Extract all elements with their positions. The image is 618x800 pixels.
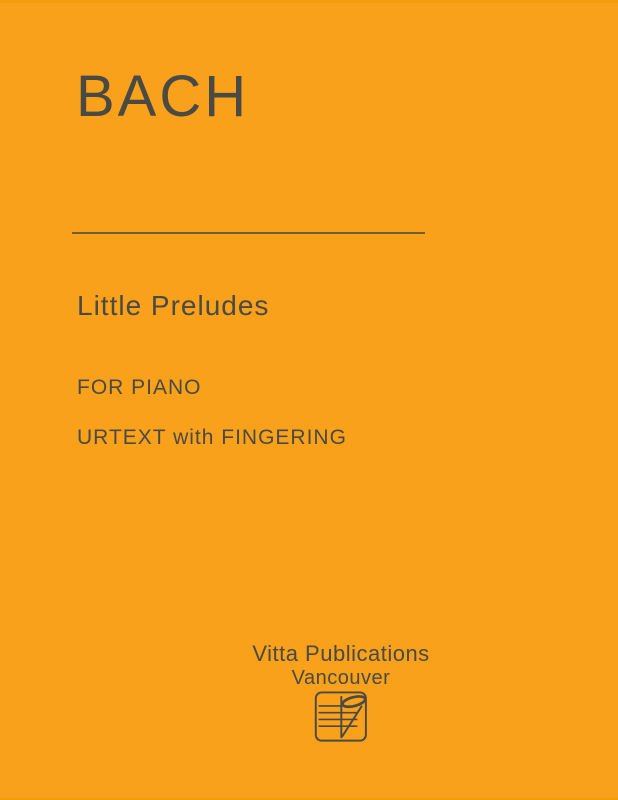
subtitle-instrument: FOR PIANO — [77, 376, 202, 399]
top-edge-shade — [0, 0, 618, 3]
publisher-name: Vitta Publications — [252, 641, 430, 666]
composer-name: BACH — [76, 64, 250, 129]
publisher-block — [252, 641, 429, 749]
work-title: Little Preludes — [77, 290, 270, 321]
subtitle-edition: URTEXT with FINGERING — [77, 426, 347, 449]
music-note-logo-icon — [314, 691, 368, 744]
divider-rule — [72, 232, 425, 234]
publisher-city: Vancouver — [291, 667, 391, 689]
